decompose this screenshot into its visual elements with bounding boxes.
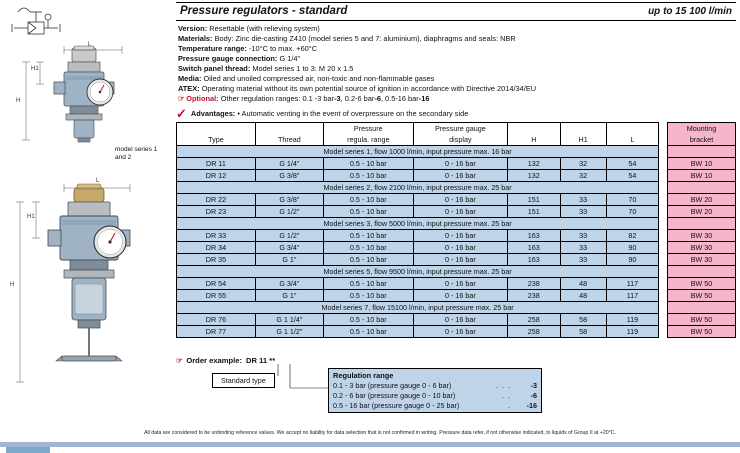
regulation-row bbox=[329, 381, 541, 391]
table-group-header bbox=[177, 302, 736, 314]
spec-row-materials bbox=[178, 34, 734, 43]
dimension-lines-bottom bbox=[14, 176, 154, 396]
mount-group-blank-2 bbox=[668, 182, 736, 194]
illustration-column bbox=[0, 0, 172, 440]
regulation-row-dots: . . bbox=[502, 391, 511, 400]
th-gauge-line1: Pressure gauge bbox=[413, 123, 507, 135]
table-spacer bbox=[659, 182, 668, 194]
cell-l: 117 bbox=[606, 278, 659, 290]
table-row[interactable] bbox=[177, 242, 736, 254]
dim-label-h-bottom: H bbox=[10, 282, 15, 288]
table-row[interactable] bbox=[177, 170, 736, 182]
table-spacer bbox=[659, 326, 668, 338]
cell-mount: BW 50 bbox=[668, 314, 736, 326]
title-bar bbox=[176, 2, 736, 21]
cell-h1: 33 bbox=[560, 230, 606, 242]
spec-value-gauge-connection: G 1/4" bbox=[279, 53, 301, 63]
table-spacer bbox=[659, 194, 668, 206]
cell-thread: G 1" bbox=[255, 290, 323, 302]
group-title-7: Model series 7, flow 15100 l/min, input pressure max. 25 bar bbox=[177, 302, 659, 314]
advantages-label: Advantages: bbox=[190, 109, 236, 119]
table-group-header bbox=[177, 182, 736, 194]
model-series-note-line1: model series 1 bbox=[115, 146, 158, 153]
cell-mount: BW 50 bbox=[668, 290, 736, 302]
pointing-hand-icon: ☞ bbox=[176, 356, 183, 365]
cell-regula: 0.5 - 10 bar bbox=[323, 158, 413, 170]
cell-gauge: 0 - 16 bar bbox=[413, 194, 507, 206]
table-spacer bbox=[659, 158, 668, 170]
mount-group-blank-3 bbox=[668, 218, 736, 230]
cell-h1: 33 bbox=[560, 242, 606, 254]
table-row[interactable] bbox=[177, 194, 736, 206]
th-mounting-line2: bracket bbox=[668, 134, 736, 146]
specifications-block bbox=[176, 21, 736, 106]
regulation-range-box bbox=[328, 368, 542, 413]
cell-mount: BW 30 bbox=[668, 254, 736, 266]
cell-gauge: 0 - 16 bar bbox=[413, 230, 507, 242]
table-group-header bbox=[177, 266, 736, 278]
table-row[interactable] bbox=[177, 278, 736, 290]
cell-thread: G 1/4" bbox=[255, 158, 323, 170]
cell-l: 117 bbox=[606, 290, 659, 302]
th-pressure-line1: Pressure bbox=[323, 123, 413, 135]
regulation-row-text: 0.5 - 16 bar (pressure gauge 0 - 25 bar) bbox=[333, 401, 460, 410]
cell-gauge: 0 - 16 bar bbox=[413, 254, 507, 266]
cell-gauge: 0 - 16 bar bbox=[413, 290, 507, 302]
cell-mount: BW 10 bbox=[668, 158, 736, 170]
spec-row-media bbox=[178, 74, 734, 83]
cell-thread: G 1/2" bbox=[255, 230, 323, 242]
cell-type: DR 22 bbox=[177, 194, 256, 206]
group-title-3: Model series 3, flow 5000 l/min, input pressure max. 25 bar bbox=[177, 218, 659, 230]
cell-thread: G 3/8" bbox=[255, 170, 323, 182]
spec-row-version bbox=[178, 24, 734, 33]
spec-value-version: Resettable (with relieving system) bbox=[209, 24, 320, 33]
optional-code-16: -16 bbox=[418, 94, 430, 104]
cell-h: 132 bbox=[507, 170, 560, 182]
cell-h: 238 bbox=[507, 290, 560, 302]
spec-value-temperature: -10°C to max. +60°C bbox=[248, 43, 318, 53]
mount-group-blank-1 bbox=[668, 146, 736, 158]
model-series-note-line2: and 2 bbox=[115, 154, 132, 162]
th-thread: Thread bbox=[255, 123, 323, 146]
cell-gauge: 0 - 16 bar bbox=[413, 206, 507, 218]
th-pressure-line2: regula. range bbox=[323, 134, 413, 146]
regulation-row-text: 0.2 - 6 bar (pressure gauge 0 - 10 bar) bbox=[333, 391, 456, 400]
cell-gauge: 0 - 16 bar bbox=[413, 158, 507, 170]
dim-label-l-top: L bbox=[88, 42, 92, 48]
table-spacer bbox=[659, 206, 668, 218]
table-spacer bbox=[659, 278, 668, 290]
optional-code-3: -3 bbox=[334, 94, 341, 104]
cell-thread: G 1" bbox=[255, 254, 323, 266]
order-connector-lines bbox=[272, 360, 332, 400]
cell-h1: 33 bbox=[560, 254, 606, 266]
spec-row-optional bbox=[178, 94, 734, 103]
cell-h1: 33 bbox=[560, 206, 606, 218]
cell-type: DR 76 bbox=[177, 314, 256, 326]
cell-mount: BW 20 bbox=[668, 194, 736, 206]
cell-regula: 0.5 - 10 bar bbox=[323, 230, 413, 242]
table-row[interactable] bbox=[177, 158, 736, 170]
optional-label: Optional: bbox=[186, 94, 219, 104]
cell-mount: BW 50 bbox=[668, 278, 736, 290]
cell-type: DR 33 bbox=[177, 230, 256, 242]
table-spacer bbox=[659, 266, 668, 278]
optional-text-2: , 0.2-6 bar bbox=[340, 94, 375, 104]
table-row[interactable] bbox=[177, 326, 736, 338]
red-check-icon: ✓ bbox=[176, 106, 187, 122]
table-spacer bbox=[659, 290, 668, 302]
table-row[interactable] bbox=[177, 230, 736, 242]
cell-l: 119 bbox=[606, 326, 659, 338]
spec-label-switch-panel-thread: Switch panel thread: bbox=[178, 63, 251, 73]
cell-type: DR 23 bbox=[177, 206, 256, 218]
dim-label-h-top: H bbox=[16, 98, 21, 104]
regulation-row-code: -6 bbox=[530, 391, 537, 400]
table-row[interactable] bbox=[177, 206, 736, 218]
spec-value-atex: Operating material without its own potential source of ignition in accordance with Directive 2014/34/EU bbox=[201, 83, 537, 93]
cell-gauge: 0 - 16 bar bbox=[413, 326, 507, 338]
order-example-block bbox=[176, 356, 736, 410]
cell-gauge: 0 - 16 bar bbox=[413, 242, 507, 254]
cell-l: 70 bbox=[606, 194, 659, 206]
optional-text: Other regulation ranges: 0.1 -3 bar bbox=[220, 94, 335, 104]
cell-h: 151 bbox=[507, 206, 560, 218]
dim-label-h1-top: H1 bbox=[31, 66, 39, 72]
spec-label-gauge-connection: Pressure gauge connection: bbox=[178, 53, 278, 63]
table-spacer bbox=[659, 170, 668, 182]
spec-label-temperature: Temperature range: bbox=[178, 43, 247, 53]
cell-h: 163 bbox=[507, 230, 560, 242]
table-row[interactable] bbox=[177, 290, 736, 302]
cell-regula: 0.5 - 10 bar bbox=[323, 170, 413, 182]
cell-gauge: 0 - 16 bar bbox=[413, 314, 507, 326]
regulation-row-text: 0.1 - 3 bar (pressure gauge 0 - 6 bar) bbox=[333, 381, 452, 390]
cell-gauge: 0 - 16 bar bbox=[413, 278, 507, 290]
table-spacer bbox=[659, 146, 668, 158]
cell-regula: 0.5 - 10 bar bbox=[323, 194, 413, 206]
cell-h1: 48 bbox=[560, 278, 606, 290]
order-example-label: Order example: bbox=[186, 356, 243, 365]
spec-row-switch-panel-thread bbox=[178, 64, 734, 73]
cell-l: 90 bbox=[606, 242, 659, 254]
page-title: Pressure regulators - standard bbox=[180, 5, 348, 17]
table-spacer bbox=[659, 314, 668, 326]
flow-rate-label: up to 15 100 l/min bbox=[648, 6, 732, 17]
spec-label-atex: ATEX: bbox=[178, 83, 200, 93]
spec-value-media: Oiled and unoiled compressed air, non-toxic and non-flammable gases bbox=[203, 73, 435, 83]
spec-label-media: Media: bbox=[178, 73, 202, 83]
spec-value-switch-panel-thread: Model series 1 to 3: M 20 x 1.5 bbox=[252, 63, 354, 73]
model-series-note bbox=[115, 146, 171, 162]
cell-mount: BW 30 bbox=[668, 230, 736, 242]
th-type: Type bbox=[177, 123, 256, 146]
cell-h1: 58 bbox=[560, 326, 606, 338]
standard-type-box: Standard type bbox=[212, 373, 275, 388]
regulation-row-code: -3 bbox=[530, 381, 537, 390]
bottom-bar bbox=[0, 442, 740, 447]
cell-regula: 0.5 - 10 bar bbox=[323, 326, 413, 338]
table-group-header bbox=[177, 146, 736, 158]
cell-h: 151 bbox=[507, 194, 560, 206]
table-spacer bbox=[659, 230, 668, 242]
group-title-1: Model series 1, flow 1000 l/min, input pressure max. 16 bar bbox=[177, 146, 659, 158]
cell-h: 163 bbox=[507, 254, 560, 266]
table-row[interactable] bbox=[177, 254, 736, 266]
cell-l: 82 bbox=[606, 230, 659, 242]
cell-l: 90 bbox=[606, 254, 659, 266]
cell-l: 119 bbox=[606, 314, 659, 326]
cell-mount: BW 10 bbox=[668, 170, 736, 182]
regulation-row bbox=[329, 401, 541, 413]
cell-regula: 0.5 - 10 bar bbox=[323, 290, 413, 302]
cell-h: 258 bbox=[507, 326, 560, 338]
regulation-row-dots: . bbox=[508, 401, 511, 410]
table-spacer bbox=[659, 302, 668, 314]
cell-regula: 0.5 - 10 bar bbox=[323, 206, 413, 218]
cell-h: 238 bbox=[507, 278, 560, 290]
cell-mount: BW 50 bbox=[668, 326, 736, 338]
spec-label-version: Version: bbox=[178, 24, 208, 33]
table-spacer bbox=[659, 254, 668, 266]
table-spacer bbox=[659, 218, 668, 230]
cell-h: 163 bbox=[507, 242, 560, 254]
cell-gauge: 0 - 16 bar bbox=[413, 170, 507, 182]
advantages-text: • Automatic venting in the event of overpressure on the secondary side bbox=[237, 109, 469, 119]
advantages-block bbox=[176, 106, 736, 122]
cell-thread: G 3/4" bbox=[255, 278, 323, 290]
order-example-line bbox=[176, 356, 736, 365]
table-spacer bbox=[659, 123, 668, 146]
pneumatic-symbol-icon bbox=[4, 2, 68, 40]
cell-thread: G 1 1/2" bbox=[255, 326, 323, 338]
specification-table bbox=[176, 122, 736, 338]
regulation-range-title: Regulation range bbox=[333, 370, 394, 380]
cell-type: DR 34 bbox=[177, 242, 256, 254]
th-h1: H1 bbox=[560, 123, 606, 146]
optional-text-3: , 0.5-16 bar bbox=[380, 94, 419, 104]
cell-h: 132 bbox=[507, 158, 560, 170]
cell-type: DR 11 bbox=[177, 158, 256, 170]
th-gauge-line2: display bbox=[413, 134, 507, 146]
cell-mount: BW 30 bbox=[668, 242, 736, 254]
table-spacer bbox=[659, 242, 668, 254]
cell-type: DR 35 bbox=[177, 254, 256, 266]
cell-h1: 48 bbox=[560, 290, 606, 302]
cell-type: DR 55 bbox=[177, 290, 256, 302]
table-group-header bbox=[177, 218, 736, 230]
cell-thread: G 3/4" bbox=[255, 242, 323, 254]
spec-value-materials: Body: Zinc die-casting Z410 (model series 5 and 7: aluminium), diaphragms and seals: NBR bbox=[214, 33, 516, 43]
spec-row-atex bbox=[178, 84, 734, 93]
mount-group-blank-5 bbox=[668, 266, 736, 278]
content-column bbox=[176, 2, 736, 338]
cell-thread: G 3/8" bbox=[255, 194, 323, 206]
cell-h: 258 bbox=[507, 314, 560, 326]
cell-type: DR 77 bbox=[177, 326, 256, 338]
cell-regula: 0.5 - 10 bar bbox=[323, 314, 413, 326]
mount-group-blank-7 bbox=[668, 302, 736, 314]
th-mounting-line1: Mounting bbox=[668, 123, 736, 135]
cell-h1: 33 bbox=[560, 194, 606, 206]
th-h: H bbox=[507, 123, 560, 146]
spec-label-materials: Materials: bbox=[178, 33, 213, 43]
cell-h1: 58 bbox=[560, 314, 606, 326]
optional-code-6: -6 bbox=[374, 94, 381, 104]
spec-row-temperature bbox=[178, 44, 734, 53]
group-title-2: Model series 2, flow 2100 l/min, input pressure max. 25 bar bbox=[177, 182, 659, 194]
cell-type: DR 54 bbox=[177, 278, 256, 290]
regulation-row-dots: . . . bbox=[496, 381, 511, 390]
group-title-5: Model series 5, flow 9500 l/min, input pressure max. 25 bar bbox=[177, 266, 659, 278]
cell-h1: 32 bbox=[560, 158, 606, 170]
cell-thread: G 1 1/4" bbox=[255, 314, 323, 326]
regulation-row-code: -16 bbox=[526, 401, 537, 410]
cell-thread: G 1/2" bbox=[255, 206, 323, 218]
pointing-hand-icon: ☞ bbox=[178, 94, 185, 104]
cell-type: DR 12 bbox=[177, 170, 256, 182]
cell-regula: 0.5 - 10 bar bbox=[323, 254, 413, 266]
cell-mount: BW 20 bbox=[668, 206, 736, 218]
cell-l: 54 bbox=[606, 158, 659, 170]
cell-regula: 0.5 - 10 bar bbox=[323, 242, 413, 254]
spec-row-gauge-connection bbox=[178, 54, 734, 63]
th-l: L bbox=[606, 123, 659, 146]
dim-label-h1-bottom: H1 bbox=[27, 214, 35, 220]
regulation-row bbox=[329, 391, 541, 401]
dimension-lines-top bbox=[20, 40, 140, 152]
footer-disclaimer: All data are considered to be unbinding reference values. We accept no liability for data selection that is not confirmed in writing. Pressure data refer, if not otherwise indicated, to liquids of Group II at +20°C. bbox=[144, 430, 616, 436]
cell-l: 70 bbox=[606, 206, 659, 218]
cell-h1: 32 bbox=[560, 170, 606, 182]
table-header-row-1 bbox=[177, 123, 736, 135]
cell-l: 54 bbox=[606, 170, 659, 182]
bottom-tab bbox=[6, 447, 50, 453]
table-row[interactable] bbox=[177, 314, 736, 326]
order-example-value: DR 11 ** bbox=[246, 356, 276, 365]
dim-label-l-bottom: L bbox=[96, 178, 100, 184]
cell-regula: 0.5 - 10 bar bbox=[323, 278, 413, 290]
